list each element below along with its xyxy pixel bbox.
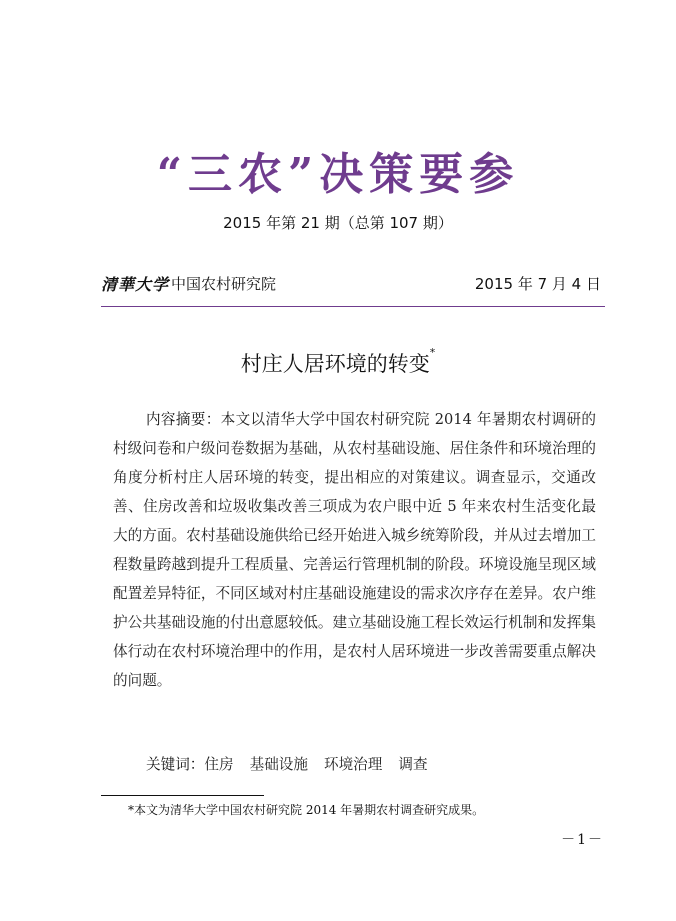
footnote-rule bbox=[101, 795, 264, 796]
article-title-text: 村庄人居环境的转变 bbox=[240, 352, 430, 376]
footnote: *本文为清华大学中国农村研究院 2014 年暑期农村调查研究成果。 bbox=[128, 803, 485, 817]
publication-header bbox=[101, 272, 601, 296]
header-divider bbox=[101, 306, 605, 307]
university-logo: 清華大学 bbox=[101, 275, 170, 294]
abstract-body: 本文以清华大学中国农村研究院 2014 年暑期农村调研的村级问卷和户级问卷数据为基础，从农村基础设施、居住条件和环境治理的角度分析村庄人居环境的转变，提出相应的对策建议。调查显示，交通改善、住房改善和垃圾收集改善三项成为农户眼中近 5 年来农村生活变化最大的方面。农村基础设施供给已经开始进入城乡统筹阶段，并从过去增加工程数量跨越到提升工程质量、完善运行管理机制的阶段。环境设施呈现区域配置差异特征，不同区域对村庄基础设施建设的需求次序存在差异。农户维护公共基础设施的付出意愿较低。建立基础设施工程长效运行机制和发挥集体行动在农村环境治理中的作用，是农村人居环境进一步改善需要重点解决的问题。 bbox=[113, 411, 596, 689]
article-title bbox=[0, 348, 676, 378]
keyword: 环境治理 bbox=[323, 756, 383, 773]
masthead-title: “三农”决策要参 bbox=[156, 149, 520, 200]
keyword: 调查 bbox=[398, 756, 428, 773]
keyword: 基础设施 bbox=[249, 756, 308, 773]
article-title-footnote-marker: * bbox=[429, 346, 436, 359]
issue-number: 2015 年第 21 期（总第 107 期） bbox=[223, 214, 453, 232]
keywords bbox=[146, 753, 596, 777]
page-number: －1－ bbox=[561, 832, 604, 848]
keywords-label: 关键词： bbox=[146, 756, 205, 773]
abstract-label: 内容摘要： bbox=[146, 411, 221, 428]
publication-date: 2015 年 7 月 4 日 bbox=[474, 275, 601, 293]
institute-name: 中国农村研究院 bbox=[171, 275, 277, 293]
abstract bbox=[113, 405, 596, 695]
keyword: 住房 bbox=[204, 756, 234, 773]
